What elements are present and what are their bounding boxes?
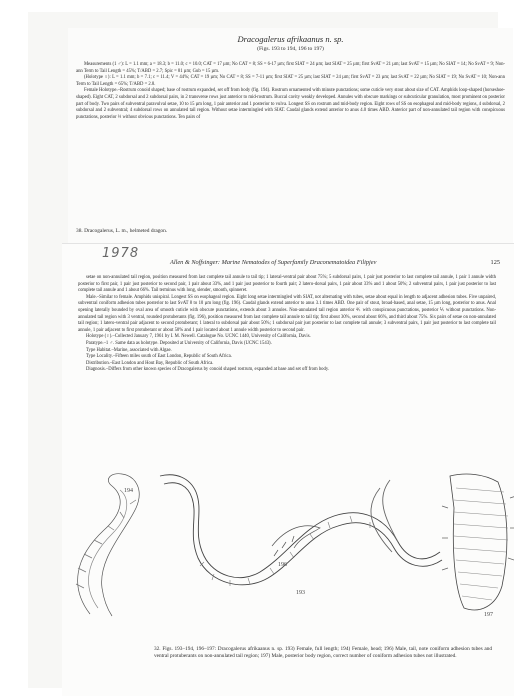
etymology-footnote: 38. Dracogalerus, L. m., helmeted dragon.	[76, 228, 168, 234]
page-number: 125	[490, 259, 500, 266]
scanned-page	[28, 12, 505, 688]
locality-paragraph: Type Locality.–Fifteen miles south of East London, Republic of South Africa.	[86, 354, 232, 360]
holotype-paragraph: Holotype (♀).–Collected January 7, 1961 by I. M. Newell. Catalogue No. UCNC 1440, University of California, Davis.	[86, 334, 311, 340]
handwritten-year: 1978	[102, 246, 140, 261]
distribution-paragraph: Distribution.–East London and Hout Bay, Republic of South Africa.	[86, 360, 214, 366]
running-head	[170, 259, 500, 266]
fig-193-label: 193	[296, 590, 305, 596]
female-description-paragraph: Female Holotype.–Rostrum conoid shaped; base of rostrum expanded, set off from body (fig. 194). Rostrum ornamented with minute punctations; some cuticle very stout about size of CAT. Amphids loop-shaped (horseshoe-shaped). Eight CAT, 2 subdorsal and 2 subdorsal pairs, in 2 transverse rows just anterior to mid-rostrum. Buccal cavity weakly developed. Annules with obscure markings or subcuticular granulation, most prominent on posterior part of body. Two pairs of subventral paravulval setae, 10 to 15 µm long, 1 pair anterior and 1 posterior to vulva. Longest SS on rostrum and mid-body region. Eight rows of SS on esophageal and mid-body regions, 4 subdorsal, 2 subdorsal and 2 subventral; 4 subdorsal rows on annulated tail region. Without setae intermingled with SIAT. Caudal glands extend anterior to anus 4.0 times ABD. Anterior part of non-annulated tail region with conspicuous punctations, posterior ⅓ without obvious punctations. Ten pairs of	[76, 88, 505, 120]
holotype-measurements-paragraph: (Holotype ♀): L = 1.1 mm; b = 7.1; c = 11.4; V = 44%; CAT = 19 µm; No CAT = 8; SS = 7-11 µm; first SIAT = 25 µm; last SIAT = 24 µm; first SvAT = 23 µm; last SvAT = 22 µm; No SIAT = 19; No SvAT = 10; Non-ann Term to Tail Length = 65%; T/ABD = 2.8.	[76, 75, 505, 87]
measurements-paragraph: Measurements (1 ♂): L = 1.1 mm; a = 18.3; b = 11.0; c = 10.0; CAT = 17 µm; No CAT = 8; SS = 6-17 µm; first SIAT = 24 µm; last SIAT = 25 µm; first SvAT = 21 µm; last SvAT = 15 µm; No SIAT = 14; No SvAT = 9; Non-ann Term to Tail Length = 45%; T/ABD = 2.7; Spic = 81 µm; Gub = 15 µm.	[76, 62, 505, 74]
figure-194-head-drawing	[76, 474, 139, 616]
paratype-paragraph: Paratype.–1 ♂. Same data as holotype. Deposited at University of California, Davis (UCNC 1543).	[86, 340, 272, 346]
figure-reference-line: (Figs. 193 to 194, 196 to 197)	[257, 46, 324, 52]
male-paragraph: Male.–Similar to female. Amphids unispiral. Longest SS on esophageal region. Eight long setae intermingled with SIAT, not alternating with tubes, setae about equal in length to adjacent adhesion tubes. Five unpaired, subventral coniform adhesion tubes posterior to last SvAT 8 to 10 µm long (fig. 196). Caudal glands extend anterior to anus 3.1 times ABD. One pair of stout, broad-based, anal setae, 15 µm long, posterior to anus. Anal opening laterally bounded by oval area of smooth cuticle with obscure punctations, extends about 3 annules. Non-annulated tail region anterior ⅘ with conspicuous punctations, posterior ⅕ without punctations. Non-annulated tail region with 3 ventral, rounded protuberants (fig. 196), position measured from last complete tail annule to tail tip; first about 30%, second about 66%, and third about 75%. Six pairs of setae on non-annulated tail region; 1 latero-ventral pair adjacent to second protuberant; 1 lateral to subdorsal pair about 50%; 1 subdorsal pair just posterior to last complete tail annule; 3 subventral pairs, 1 pair just posterior to last complete tail annule, 1 pair adjacent to first protuberant or about 50% and 1 pair located about 1 annule width posterior to second pair.	[78, 294, 496, 333]
description-text	[76, 62, 505, 121]
tail-setae-paragraph: setae on non-annulated tail region, position measured from last complete tail annule to tail tip; 1 lateral-ventral pair about 75%; 5 subdorsal pairs, 1 pair just posterior to last complete tail annule, 1 pair 1 annule width posterior to first pair, 1 pair just posterior to second pair, 1 pair about 33%, and 1 pair just posterior to fourth pair; 2 latero-dorsal pairs, 1 pair about 33% and 1 about 50%; 2 subventral pairs, 1 pair just posterior to last complete tail annule and 1 about 66%. Tail terminus with long, slender, smooth, spinneret.	[78, 275, 496, 294]
main-text	[78, 275, 496, 374]
fig-197-label: 197	[484, 612, 493, 618]
fig-196-label: 196	[278, 562, 287, 568]
diagnosis-paragraph: Diagnosis.–Differs from other known species of Dracogalerus by conoid shaped rostrum, expanded at base and set off from body.	[86, 367, 330, 373]
figure-caption: 32. Figs. 193–194, 196–197: Dracogalerus afrikaanus n. sp. 193) Female, full length; 194) Female, head; 196) Male, tail, note coniform adhesion tubes and ventral protuberants on non-annulated tail region; 197) Male, posterior body region, correct number of coniform adhesion tubes not illustrated.	[154, 646, 492, 659]
habitat-paragraph: Type Habitat.–Marine, associated with Algae.	[86, 347, 172, 353]
running-head-text: Allen & Noffsinger: Marine Nematodes of Superfamily Draconematoidea Filipjev	[170, 259, 377, 266]
nematode-figure-plate	[64, 468, 514, 618]
clipping-main	[62, 244, 514, 696]
clipping-top	[68, 28, 513, 254]
fig-194-label: 194	[124, 488, 133, 494]
figure-193-female-drawing	[160, 475, 442, 586]
species-title: Dracogalerus afrikaanus n. sp.	[237, 34, 344, 44]
figure-197-male-posterior-drawing	[442, 474, 514, 610]
